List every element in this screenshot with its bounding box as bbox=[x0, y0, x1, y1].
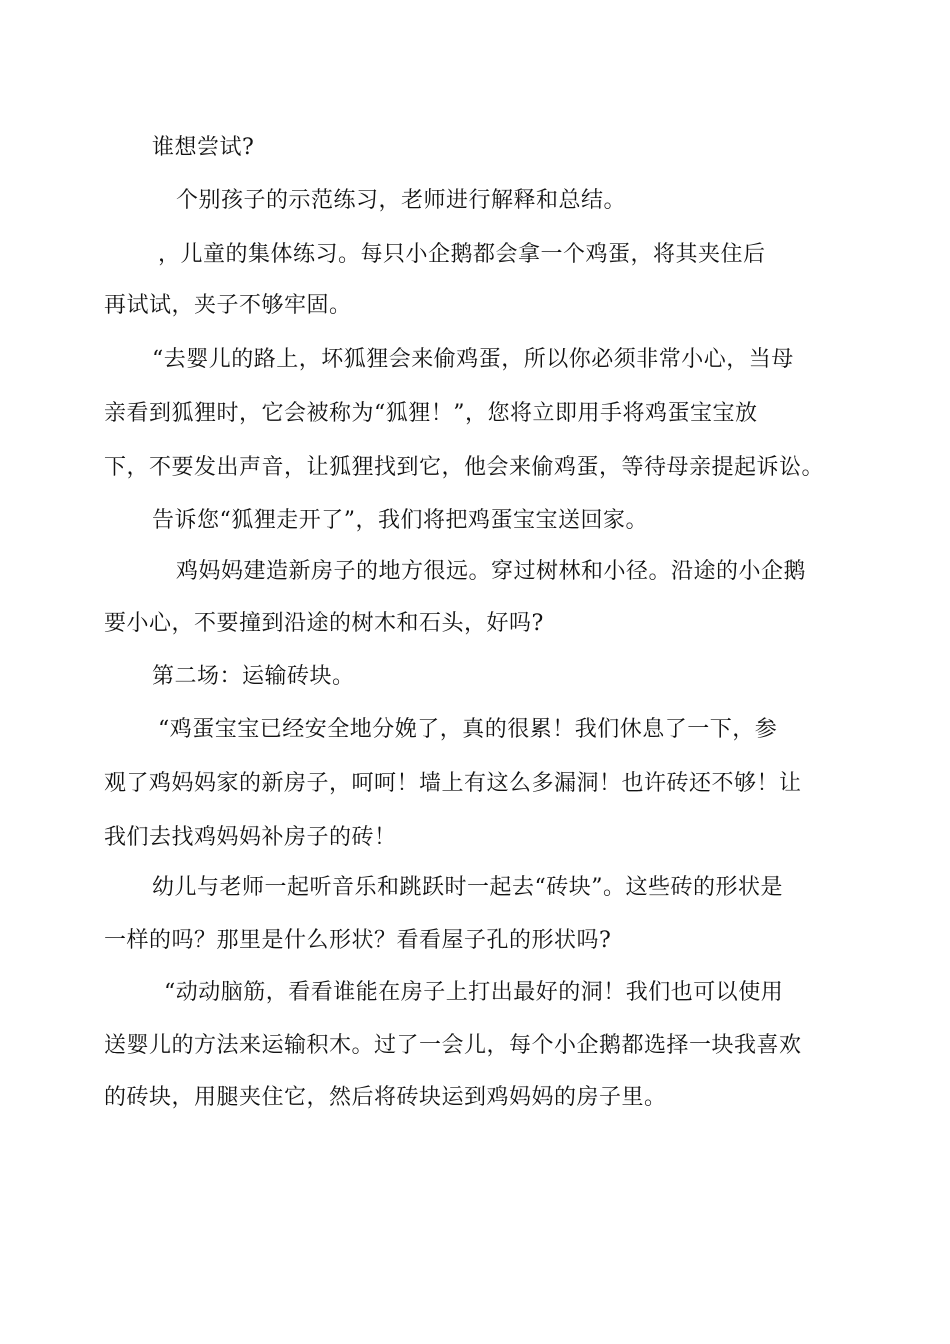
text-line: 下，不要发出声音，让狐狸找到它，他会来偷鸡蛋，等待母亲提起诉讼。 bbox=[104, 455, 825, 480]
text-line: 谁想尝试? bbox=[152, 135, 255, 160]
text-line: 再试试，夹子不够牢固。 bbox=[104, 293, 352, 318]
text-line: ，儿童的集体练习。每只小企鹅都会拿一个鸡蛋，将其夹住后 bbox=[158, 242, 766, 267]
text-line: 告诉您“狐狸走开了”，我们将把鸡蛋宝宝送回家。 bbox=[152, 508, 648, 533]
text-line: 观了鸡妈妈家的新房子，呵呵！墙上有这么多漏洞！也许砖还不够！让 bbox=[104, 771, 802, 796]
text-line: 的砖块，用腿夹住它，然后将砖块运到鸡妈妈的房子里。 bbox=[104, 1085, 667, 1110]
text-line: 送婴儿的方法来运输积木。过了一会儿，每个小企鹅都选择一块我喜欢 bbox=[104, 1033, 802, 1058]
text-line: 一样的吗？那里是什么形状？看看屋子孔的形状吗? bbox=[104, 928, 612, 953]
text-line: 第二场：运输砖块。 bbox=[152, 664, 355, 689]
text-line: “鸡蛋宝宝已经安全地分娩了，真的很累！我们休息了一下，参 bbox=[158, 717, 778, 742]
text-line: 要小心，不要撞到沿途的树木和石头，好吗? bbox=[104, 611, 544, 636]
text-line: “去婴儿的路上，坏狐狸会来偷鸡蛋，所以你必须非常小心，当母 bbox=[152, 347, 794, 372]
text-line: 我们去找鸡妈妈补房子的砖！ bbox=[104, 825, 397, 850]
text-line: 亲看到狐狸时，它会被称为“狐狸！”，您将立即用手将鸡蛋宝宝放 bbox=[104, 401, 758, 426]
text-line: 幼儿与老师一起听音乐和跳跃时一起去“砖块”。这些砖的形状是 bbox=[152, 875, 783, 900]
text-line: 鸡妈妈建造新房子的地方很远。穿过树林和小径。沿途的小企鹅 bbox=[176, 559, 807, 584]
text-line: “动动脑筋，看看谁能在房子上打出最好的洞！我们也可以使用 bbox=[164, 980, 784, 1005]
text-line: 个别孩子的示范练习，老师进行解释和总结。 bbox=[176, 188, 627, 213]
